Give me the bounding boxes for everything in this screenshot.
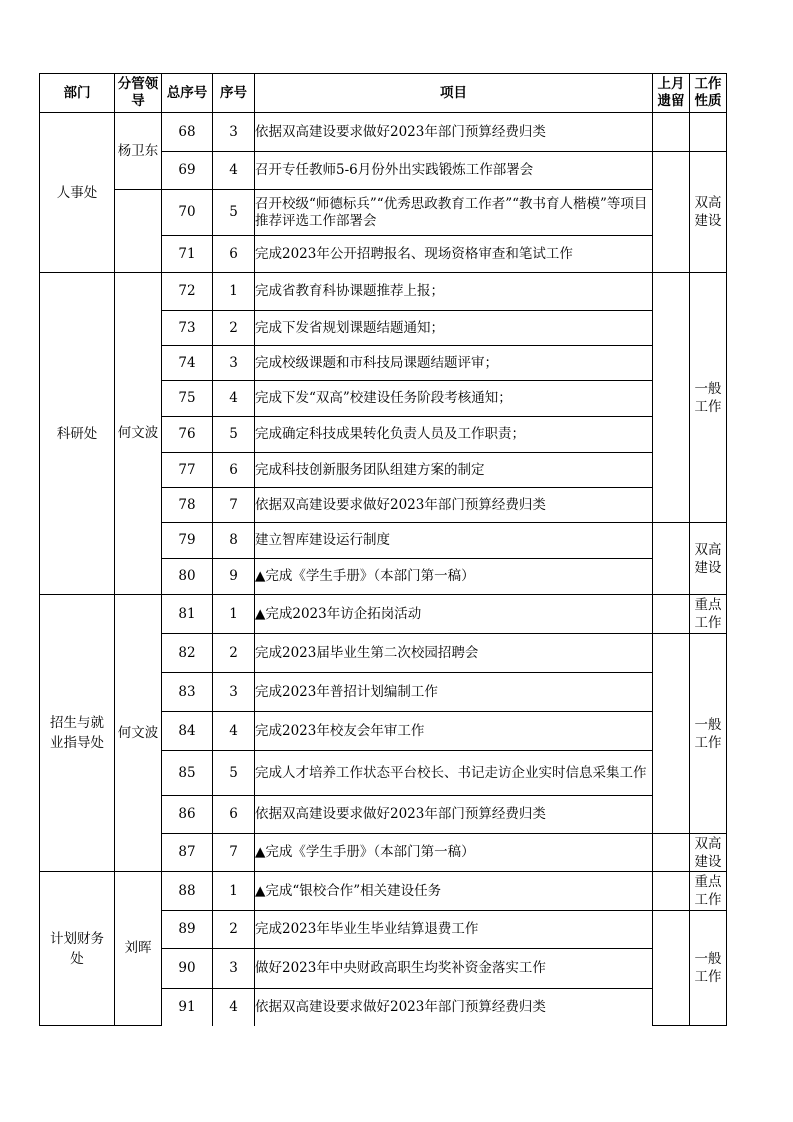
table-row [40, 595, 727, 634]
seq-no-cell: 2 [213, 911, 255, 949]
item-cell: 完成确定科技成果转化负责人员及工作职责； [255, 417, 653, 453]
item-cell: ▲完成2023年访企拓岗活动 [255, 595, 653, 634]
prev-left-cell [653, 834, 690, 872]
item-cell: 完成人才培养工作状态平台校长、书记走访企业实时信息采集工作 [255, 751, 653, 796]
item-cell: 完成2023年毕业生毕业结算退费工作 [255, 911, 653, 949]
item-cell: ▲完成《学生手册》（本部门第一稿） [255, 834, 653, 872]
total-no-cell: 91 [162, 989, 213, 1026]
total-no-cell: 69 [162, 152, 213, 190]
prev-left-cell [653, 523, 690, 595]
leader-cell: 杨卫东 [115, 113, 162, 190]
total-no-cell: 80 [162, 559, 213, 595]
seq-no-cell: 5 [213, 417, 255, 453]
total-no-cell: 87 [162, 834, 213, 872]
header-seq-no: 序号 [213, 74, 255, 113]
header-item: 项目 [255, 74, 653, 113]
total-no-cell: 90 [162, 949, 213, 989]
item-cell: 建立智库建设运行制度 [255, 523, 653, 559]
prev-left-cell [653, 152, 690, 273]
seq-no-cell: 2 [213, 311, 255, 346]
seq-no-cell: 4 [213, 712, 255, 751]
seq-no-cell: 1 [213, 595, 255, 634]
prev-left-cell [653, 634, 690, 834]
item-cell: 依据双高建设要求做好2023年部门预算经费归类 [255, 488, 653, 523]
nature-cell: 双高建设 [690, 152, 727, 273]
header-nature: 工作性质 [690, 74, 727, 113]
nature-cell: 重点工作 [690, 872, 727, 911]
item-cell: 依据双高建设要求做好2023年部门预算经费归类 [255, 113, 653, 152]
header-row [40, 74, 727, 113]
total-no-cell: 78 [162, 488, 213, 523]
total-no-cell: 77 [162, 453, 213, 488]
item-cell: 召开校级“师德标兵”“优秀思政教育工作者”“教书育人楷模”等项目推荐评选工作部署会 [255, 190, 653, 236]
leader-cell: 何文波 [115, 595, 162, 872]
total-no-cell: 76 [162, 417, 213, 453]
work-plan-table [39, 73, 727, 1026]
header-prev-left: 上月遗留 [653, 74, 690, 113]
seq-no-cell: 3 [213, 949, 255, 989]
prev-left-cell [653, 273, 690, 523]
item-cell: 完成省教育科协课题推荐上报； [255, 273, 653, 311]
seq-no-cell: 4 [213, 152, 255, 190]
header-leader: 分管领导 [115, 74, 162, 113]
leader-cell: 何文波 [115, 273, 162, 595]
leader-cell: 刘晖 [115, 872, 162, 1026]
seq-no-cell: 7 [213, 488, 255, 523]
item-cell: 完成校级课题和市科技局课题结题评审； [255, 346, 653, 381]
total-no-cell: 75 [162, 381, 213, 417]
table-row [40, 113, 727, 152]
leader-cell [115, 190, 162, 273]
nature-cell: 双高建设 [690, 523, 727, 595]
seq-no-cell: 9 [213, 559, 255, 595]
seq-no-cell: 6 [213, 453, 255, 488]
seq-no-cell: 1 [213, 273, 255, 311]
item-cell: ▲完成“银校合作”相关建设任务 [255, 872, 653, 911]
prev-left-cell [653, 911, 690, 1026]
item-cell: 完成下发省规划课题结题通知； [255, 311, 653, 346]
total-no-cell: 89 [162, 911, 213, 949]
seq-no-cell: 4 [213, 381, 255, 417]
seq-no-cell: 3 [213, 346, 255, 381]
item-cell: 完成科技创新服务团队组建方案的制定 [255, 453, 653, 488]
total-no-cell: 82 [162, 634, 213, 673]
item-cell: 做好2023年中央财政高职生均奖补资金落实工作 [255, 949, 653, 989]
total-no-cell: 81 [162, 595, 213, 634]
prev-left-cell [653, 872, 690, 911]
seq-no-cell: 3 [213, 673, 255, 712]
total-no-cell: 73 [162, 311, 213, 346]
seq-no-cell: 2 [213, 634, 255, 673]
seq-no-cell: 3 [213, 113, 255, 152]
seq-no-cell: 4 [213, 989, 255, 1026]
seq-no-cell: 7 [213, 834, 255, 872]
nature-cell: 一般工作 [690, 911, 727, 1026]
total-no-cell: 84 [162, 712, 213, 751]
seq-no-cell: 8 [213, 523, 255, 559]
total-no-cell: 85 [162, 751, 213, 796]
item-cell: 依据双高建设要求做好2023年部门预算经费归类 [255, 796, 653, 834]
nature-cell [690, 113, 727, 152]
item-cell: 完成2023年普招计划编制工作 [255, 673, 653, 712]
table-row [40, 872, 727, 911]
prev-left-cell [653, 113, 690, 152]
item-cell: 依据双高建设要求做好2023年部门预算经费归类 [255, 989, 653, 1026]
item-cell: 召开专任教师5-6月份外出实践锻炼工作部署会 [255, 152, 653, 190]
seq-no-cell: 6 [213, 796, 255, 834]
item-cell: 完成2023届毕业生第二次校园招聘会 [255, 634, 653, 673]
header-total-no: 总序号 [162, 74, 213, 113]
nature-cell: 重点工作 [690, 595, 727, 634]
item-cell: 完成2023年校友会年审工作 [255, 712, 653, 751]
dept-cell: 科研处 [40, 273, 115, 595]
total-no-cell: 79 [162, 523, 213, 559]
item-cell: 完成下发“双高”校建设任务阶段考核通知； [255, 381, 653, 417]
seq-no-cell: 5 [213, 190, 255, 236]
total-no-cell: 70 [162, 190, 213, 236]
nature-cell: 双高建设 [690, 834, 727, 872]
item-cell: 完成2023年公开招聘报名、现场资格审查和笔试工作 [255, 236, 653, 273]
total-no-cell: 86 [162, 796, 213, 834]
seq-no-cell: 6 [213, 236, 255, 273]
total-no-cell: 88 [162, 872, 213, 911]
nature-cell: 一般工作 [690, 634, 727, 834]
total-no-cell: 74 [162, 346, 213, 381]
total-no-cell: 68 [162, 113, 213, 152]
seq-no-cell: 5 [213, 751, 255, 796]
table-row [40, 190, 727, 236]
total-no-cell: 71 [162, 236, 213, 273]
dept-cell: 计划财务处 [40, 872, 115, 1026]
header-dept: 部门 [40, 74, 115, 113]
prev-left-cell [653, 595, 690, 634]
item-cell: ▲完成《学生手册》（本部门第一稿） [255, 559, 653, 595]
nature-cell: 一般工作 [690, 273, 727, 523]
dept-cell: 招生与就业指导处 [40, 595, 115, 872]
total-no-cell: 72 [162, 273, 213, 311]
table-row [40, 273, 727, 311]
total-no-cell: 83 [162, 673, 213, 712]
dept-cell: 人事处 [40, 113, 115, 273]
seq-no-cell: 1 [213, 872, 255, 911]
